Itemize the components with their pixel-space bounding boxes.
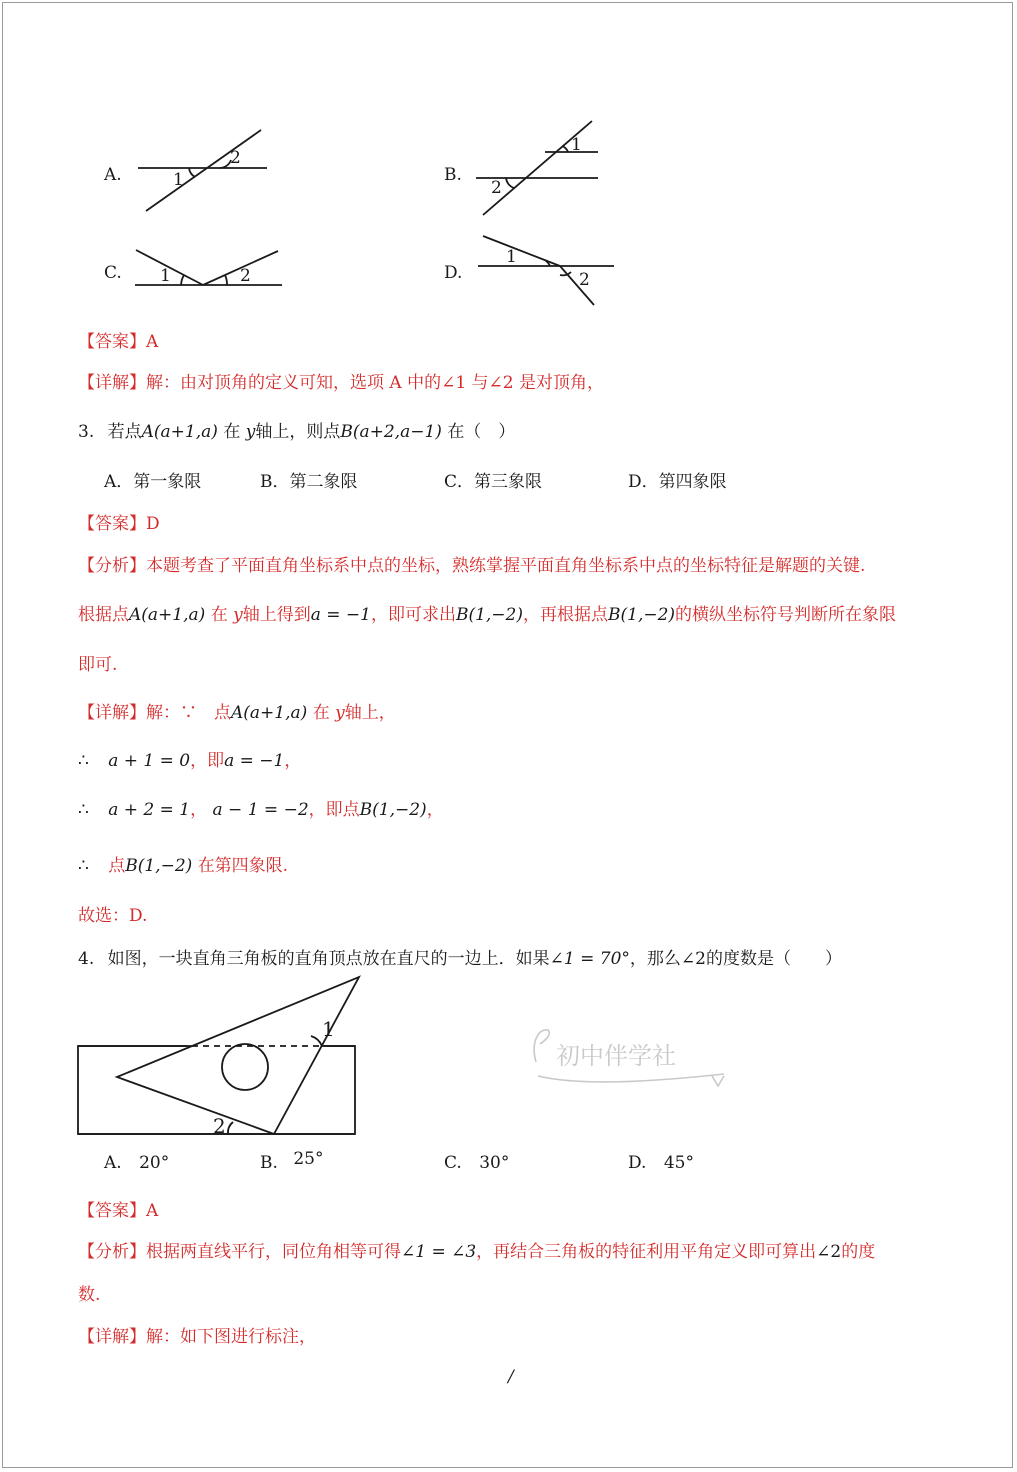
q4-option-c-letter: C. — [444, 1153, 462, 1173]
q2-b-label-2: 2 — [491, 178, 502, 198]
q4-option-a — [104, 1153, 169, 1173]
q3-point-b: B(a+2,a−1) — [340, 422, 442, 442]
q3-analysis-2h: B(1,−2) — [455, 605, 523, 625]
q4-stem-1: 如图，一块直角三角板的直角顶点放在直尺的一边上．如果 — [107, 949, 550, 969]
q4-option-a-value: 20° — [139, 1153, 170, 1173]
q3-detail-1b: A(a+1,a) — [231, 703, 308, 723]
q4-option-d — [628, 1153, 694, 1173]
q4-option-c-value: 30° — [479, 1153, 510, 1173]
q3-option-b: B．第二象限 — [260, 472, 358, 492]
q3-answer-label: 【答案】 — [78, 514, 146, 534]
q4-detail-label: 【详解】 — [78, 1327, 146, 1347]
q4-figure-label-2: 2 — [213, 1114, 226, 1138]
q4-stem-angle2: ∠2 — [680, 949, 706, 969]
q3-detail-3f: B(1,−2) — [359, 800, 427, 820]
q4-option-b-letter: B. — [260, 1153, 278, 1173]
q3-stem-3: 轴上，则点 — [255, 422, 341, 442]
q4-figure-label-1: 1 — [322, 1017, 335, 1041]
q2-c-label-1: 1 — [160, 266, 171, 286]
q4-option-d-letter: D. — [628, 1153, 647, 1173]
q3-detail-3a: ∴ — [78, 800, 89, 820]
q3-point-a: A(a+1,a) — [141, 422, 218, 442]
q3-analysis-2a: 根据点 — [78, 605, 129, 625]
q3-analysis-2f: a = −1 — [310, 605, 371, 625]
q3-analysis-1: 本题考查了平面直角坐标系中点的坐标，熟练掌握平面直角坐标系中点的坐标特征是解题的关键. — [146, 556, 866, 576]
q3-analysis-2c: 在 — [210, 605, 228, 625]
q4-analysis-1e: 的度 — [841, 1242, 876, 1262]
q3-detail-4d: 在第四象限. — [197, 856, 289, 876]
q3-analysis-label: 【分析】 — [78, 556, 146, 576]
q3-detail-2e: ， — [284, 751, 302, 771]
q4-analysis-line-2: 数. — [78, 1285, 101, 1305]
q4-analysis-1a: 根据两直线平行，同位角相等可得 — [146, 1242, 401, 1262]
q4-analysis-1c: ，再结合三角板的特征利用平角定义即可算出 — [476, 1242, 817, 1262]
q3-stem-1: 若点 — [107, 422, 142, 442]
q4-detail-1: 解：如下图进行标注， — [146, 1327, 316, 1347]
q2-c-label-2: 2 — [240, 266, 251, 286]
q3-detail-1d: y — [335, 703, 345, 723]
q3-detail-3b: a + 2 = 1 — [108, 800, 191, 820]
q4-option-b-value: 25° — [293, 1149, 324, 1169]
q4-analysis-line-1 — [78, 1237, 875, 1262]
q3-detail-label: 【详解】 — [78, 703, 146, 723]
q3-stem-2: 在 — [223, 422, 241, 442]
q2-option-b-letter: B. — [444, 165, 462, 185]
q2-d-label-2: 2 — [579, 270, 590, 290]
page-footer: / — [508, 1367, 514, 1387]
q3-option-c: C．第三象限 — [444, 472, 543, 492]
q4-option-a-letter: A. — [104, 1153, 122, 1173]
q3-detail-4c: B(1,−2) — [125, 856, 193, 876]
q2-a-label-2: 2 — [230, 148, 241, 168]
q4-analysis-label: 【分析】 — [78, 1242, 146, 1262]
q3-analysis-2j: B(1,−2) — [608, 605, 676, 625]
q2-answer-value: A — [146, 332, 159, 352]
q2-b-label-1: 1 — [571, 135, 582, 155]
q3-detail-3e: ，即点 — [308, 800, 360, 820]
q3-stem-4: 在（ ） — [447, 422, 516, 442]
q4-analysis-1b: ∠1 = ∠3 — [401, 1242, 477, 1262]
watermark-text: 初中伴学社 — [556, 1042, 676, 1070]
q3-analysis-2d: y — [233, 605, 243, 625]
q2-a-label-1: 1 — [173, 170, 184, 190]
q2-detail-label: 【详解】 — [78, 373, 146, 393]
q2-option-a-letter: A. — [104, 165, 122, 185]
q3-analysis-line-3: 即可. — [78, 655, 118, 675]
q4-detail-line-1 — [78, 1322, 316, 1347]
q4-number: 4. — [78, 949, 95, 969]
q4-option-d-value: 45° — [663, 1153, 694, 1173]
q3-detail-2d: a = −1 — [224, 751, 285, 771]
q3-detail-2b: a + 1 = 0 — [108, 751, 191, 771]
q4-answer-label: 【答案】 — [78, 1201, 146, 1221]
q3-detail-2a: ∴ — [78, 751, 89, 771]
q3-detail-1c: 在 — [312, 703, 330, 723]
q3-detail-2c: ，即 — [190, 751, 225, 771]
q3-analysis-2b: A(a+1,a) — [129, 605, 206, 625]
q2-detail-text: 解：由对顶角的定义可知，选项 A 中的∠1 与∠2 是对顶角， — [146, 373, 605, 393]
q4-answer-line — [78, 1196, 158, 1221]
q4-stem-2: ，那么 — [629, 949, 681, 969]
q4-stem-angle: ∠1 = 70° — [549, 949, 630, 969]
q4-stem-3: 的度数是（ ） — [705, 949, 842, 969]
q4-option-c — [444, 1153, 509, 1173]
q3-y: y — [245, 422, 256, 442]
q2-d-label-1: 1 — [506, 247, 517, 267]
q3-detail-3g: ， — [426, 800, 444, 820]
q2-answer-label: 【答案】 — [78, 332, 146, 352]
q3-number: 3. — [78, 422, 95, 442]
q4-option-b — [260, 1149, 324, 1173]
q3-detail-1e: 轴上， — [344, 703, 396, 723]
q3-option-a: A．第一象限 — [104, 472, 202, 492]
q3-analysis-2i: ，再根据点 — [523, 605, 608, 625]
q4-analysis-1d: ∠2 — [816, 1242, 842, 1262]
q3-detail-1a: 解：∵ 点 — [146, 703, 231, 723]
q3-detail-4a: ∴ — [78, 856, 89, 876]
q3-detail-4b: 点 — [108, 856, 126, 876]
q3-answer-value: D — [146, 514, 160, 534]
q2-option-d-letter: D. — [444, 263, 463, 283]
q4-answer-value: A — [146, 1201, 159, 1221]
q3-analysis-2g: ，即可求出 — [370, 605, 456, 625]
q3-analysis-2k: 的横纵坐标符号判断所在象限 — [675, 605, 897, 625]
q3-analysis-2e: 轴上得到 — [242, 605, 311, 625]
q3-detail-3c: ， — [190, 800, 208, 820]
q3-option-d: D．第四象限 — [628, 472, 727, 492]
q2-option-c-letter: C. — [104, 263, 122, 283]
q3-conclusion: 故选：D. — [78, 906, 148, 926]
q3-detail-3d: a − 1 = −2 — [212, 800, 309, 820]
